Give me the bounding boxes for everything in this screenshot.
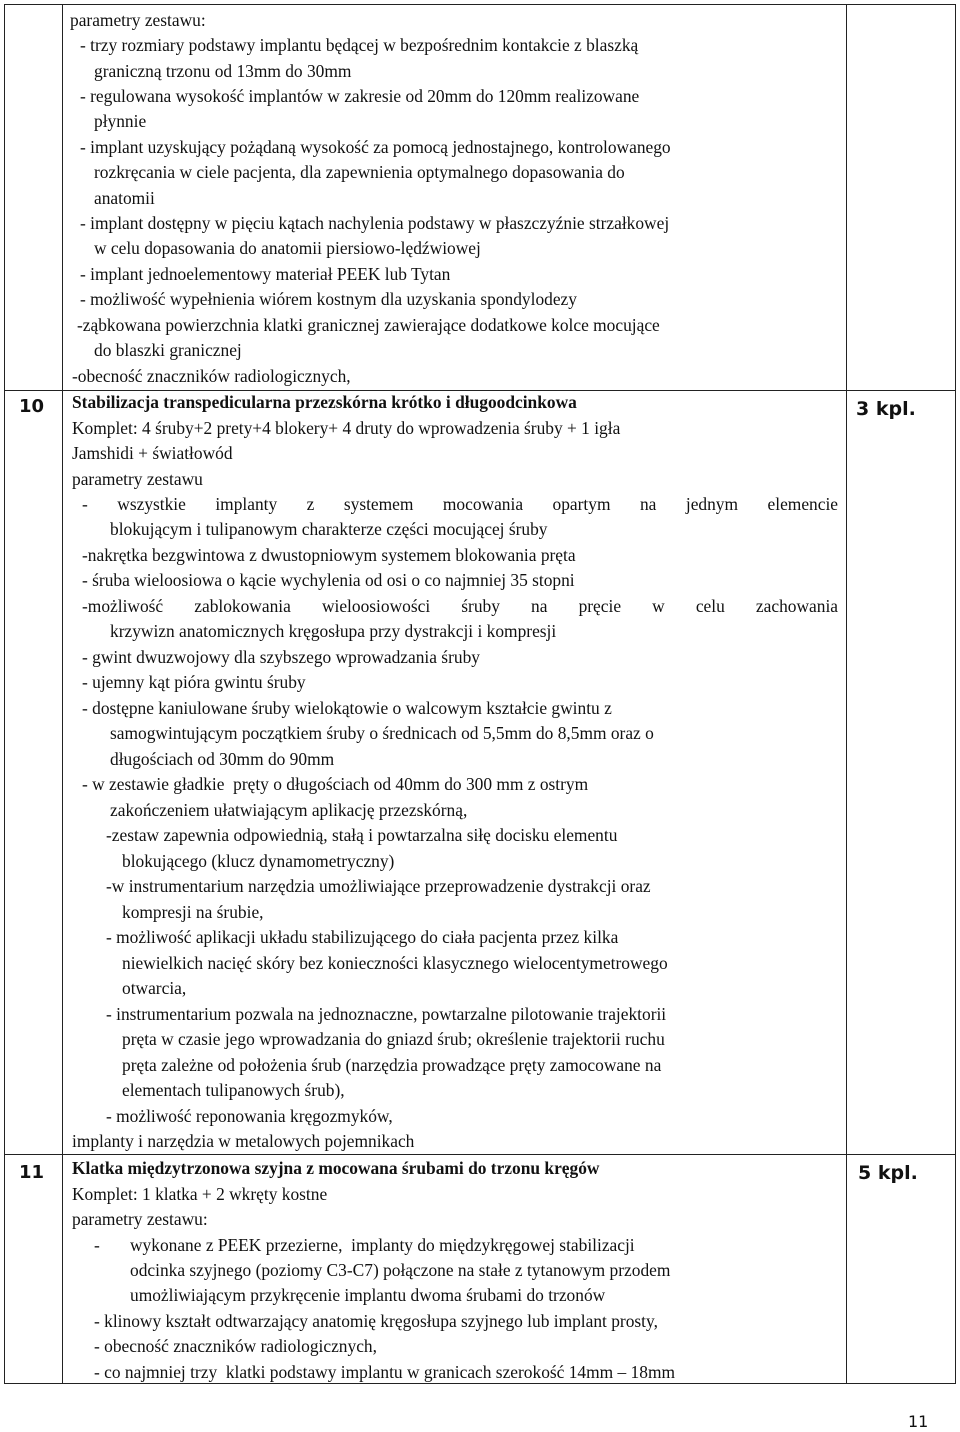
text-line: zakończeniem ułatwiającym aplikację przezskórną, <box>110 800 468 820</box>
text-line: płynnie <box>94 111 147 131</box>
text-line: pręta zależne od położenia śrub (narzędzia prowadzące pręty zamocowane na <box>122 1055 662 1075</box>
text-line: -ząbkowana powierzchnia klatki granicznej zawierające dodatkowe kolce mocujące <box>77 315 660 335</box>
text-line: niewielkich nacięć skóry bez konieczności klasycznego wielocentymetrowego <box>122 953 668 973</box>
column-divider-2 <box>846 4 847 1384</box>
table-border-left <box>4 4 5 1384</box>
text-line: - instrumentarium pozwala na jednoznaczne, powtarzalne pilotowanie trajektorii <box>106 1004 667 1024</box>
text-line: -nakrętka bezgwintowa z dwustopniowym systemem blokowania pręta <box>82 545 576 565</box>
table-border-top <box>4 4 956 5</box>
text-line: w celu dopasowania do anatomii piersiowo-lędźwiowej <box>94 238 481 258</box>
text-line: krzywizn anatomicznych kręgosłupa przy dystrakcji i kompresji <box>110 621 557 641</box>
text-line: - możliwość reponowania kręgozmyków, <box>106 1106 393 1126</box>
row11-title: Klatka międzytrzonowa szyjna z mocowana śrubami do trzonu kręgów <box>72 1158 600 1178</box>
text-line: - <box>94 1235 100 1255</box>
text-line: -możliwość zablokowania wieloosiowości śruby na pręcie w celu zachowania <box>82 596 838 616</box>
row-number-10: 10 <box>19 396 45 417</box>
page-number: 11 <box>908 1412 929 1431</box>
text-line: - implant jednoelementowy materiał PEEK lub Tytan <box>80 264 451 284</box>
text-line: anatomii <box>94 188 155 208</box>
text-line: - możliwość aplikacji układu stabilizującego do ciała pacjenta przez kilka <box>106 927 619 947</box>
text-line: Komplet: 4 śruby+2 prety+4 blokery+ 4 druty do wprowadzenia śruby + 1 igła <box>72 418 621 438</box>
text-line: -w instrumentarium narzędzia umożliwiające przeprowadzenie dystrakcji oraz <box>106 876 651 896</box>
text-line: - implant uzyskujący pożądaną wysokość za pomocą jednostajnego, kontrolowanego <box>80 137 671 157</box>
text-line: kompresji na śrubie, <box>122 902 264 922</box>
text-line: - regulowana wysokość implantów w zakresie od 20mm do 120mm realizowane <box>80 86 640 106</box>
text-line: - gwint dwuzwojowy dla szybszego wprowadzania śruby <box>82 647 480 667</box>
text-line: blokującym i tulipanowym charakterze części mocującej śruby <box>110 519 548 539</box>
text-line: parametry zestawu: <box>70 10 206 30</box>
text-line: elementach tulipanowych śrub), <box>122 1080 345 1100</box>
text-line: - co najmniej trzy klatki podstawy implantu w granicach szerokość 14mm – 18mm <box>94 1362 675 1382</box>
text-line: - wszystkie implanty z systemem mocowania opartym na jednym elemencie <box>82 494 838 514</box>
row-number-11: 11 <box>19 1162 45 1183</box>
text-line: - trzy rozmiary podstawy implantu będącej w bezpośrednim kontakcie z blaszką <box>80 35 639 55</box>
text-line: odcinka szyjnego (poziomy C3-C7) połączone na stałe z tytanowym przodem <box>130 1260 671 1280</box>
text-line: - w zestawie gładkie pręty o długościach od 40mm do 300 mm z ostrym <box>82 774 589 794</box>
text-line: wykonane z PEEK przezierne, implanty do międzykręgowej stabilizacji <box>130 1235 635 1255</box>
row10-quantity: 3 kpl. <box>856 398 916 420</box>
text-line: pręta w czasie jego wprowadzania do gniazd śrub; określenie trajektorii ruchu <box>122 1029 665 1049</box>
text-line: blokującego (klucz dynamometryczny) <box>122 851 395 871</box>
text-line: - śruba wieloosiowa o kącie wychylenia od osi o co najmniej 35 stopni <box>82 570 575 590</box>
text-line: graniczną trzonu od 13mm do 30mm <box>94 61 352 81</box>
text-line: Komplet: 1 klatka + 2 wkręty kostne <box>72 1184 328 1204</box>
text-line: umożliwiającym przykręcenie implantu dwoma śrubami do trzonów <box>130 1285 606 1305</box>
text-line: parametry zestawu <box>72 469 203 489</box>
text-line: - implant dostępny w pięciu kątach nachylenia podstawy w płaszczyźnie strzałkowej <box>80 213 670 233</box>
row11-quantity: 5 kpl. <box>858 1162 918 1184</box>
text-line: parametry zestawu: <box>72 1209 208 1229</box>
text-line: -obecność znaczników radiologicznych, <box>72 366 351 386</box>
table-border-right <box>955 4 956 1384</box>
text-line: - dostępne kaniulowane śruby wielokątowie o walcowym kształcie gwintu z <box>82 698 612 718</box>
text-line: implanty i narzędzia w metalowych pojemnikach <box>72 1131 415 1151</box>
text-line: Jamshidi + światłowód <box>72 443 233 463</box>
row10-title: Stabilizacja transpedicularna przezskórna krótko i długoodcinkowa <box>72 392 577 412</box>
text-line: samogwintującym początkiem śruby o średnicach od 5,5mm do 8,5mm oraz o <box>110 723 654 743</box>
text-line: - możliwość wypełnienia wiórem kostnym dla uzyskania spondylodezy <box>80 289 577 309</box>
text-line: długościach od 30mm do 90mm <box>110 749 335 769</box>
column-divider-1 <box>62 4 63 1384</box>
text-line: - klinowy kształt odtwarzający anatomię kręgosłupa szyjnego lub implant prosty, <box>94 1311 658 1331</box>
text-line: -zestaw zapewnia odpowiednią, stałą i powtarzalna siłę docisku elementu <box>106 825 618 845</box>
text-line: do blaszki granicznej <box>94 340 242 360</box>
text-line: rozkręcania w ciele pacjenta, dla zapewnienia optymalnego dopasowania do <box>94 162 625 182</box>
text-line: - obecność znaczników radiologicznych, <box>94 1336 377 1356</box>
text-line: - ujemny kąt pióra gwintu śruby <box>82 672 306 692</box>
text-line: otwarcia, <box>122 978 187 998</box>
